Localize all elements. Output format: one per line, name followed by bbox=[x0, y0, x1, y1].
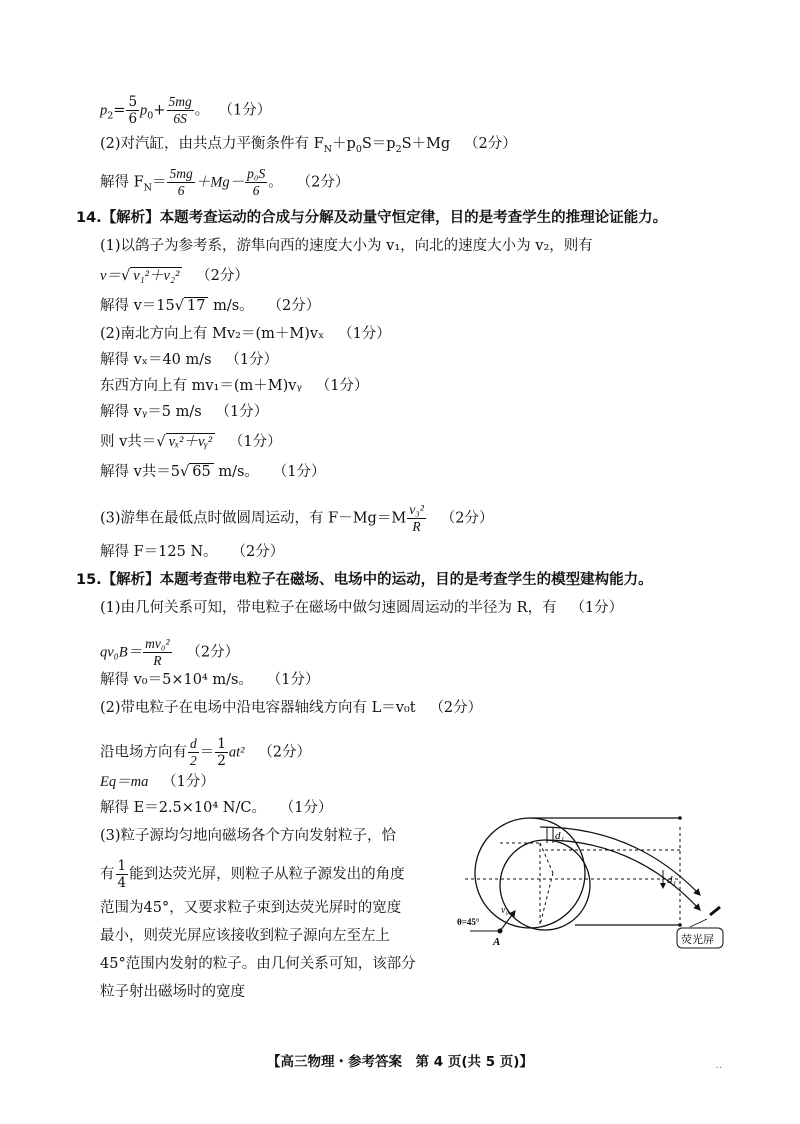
frac-den: 2 bbox=[217, 753, 226, 769]
sqrt-expression: vₓ²＋vᵧ² bbox=[166, 433, 216, 450]
score: （1分） bbox=[162, 774, 215, 790]
page-footer: 【高三物理・参考答案 第 4 页(共 5 页)】 bbox=[267, 1054, 533, 1070]
text: 东西方向上有 mv₁＝(m＋M)vᵧ bbox=[100, 378, 302, 394]
unit: m/s。 bbox=[213, 464, 259, 480]
q15-part1-intro bbox=[100, 598, 623, 618]
q14-v-result: 解得 v＝15√ 17 m/s。 （2分） bbox=[100, 298, 321, 314]
dashed-line bbox=[540, 873, 553, 925]
line-cylinder-balance bbox=[100, 134, 517, 160]
frac-den: 6 bbox=[128, 111, 138, 127]
score: （1分） bbox=[225, 352, 279, 368]
text: 解得 v₀＝5×10⁴ m/s。 bbox=[100, 672, 253, 688]
score: （2分） bbox=[267, 298, 321, 314]
q14-part1-intro: (1)以鸽子为参考系，游隼向西的速度大小为 v₁，向北的速度大小为 v₂，则有 bbox=[100, 238, 593, 254]
p2-eq: = bbox=[113, 102, 126, 119]
frac-num: 5 bbox=[128, 94, 138, 110]
heading-text: 本题考查带电粒子在磁场、电场中的运动，目的是考查学生的模型建构能力。 bbox=[159, 572, 653, 588]
q15-lorentz-formula bbox=[100, 636, 239, 669]
score: （1分） bbox=[315, 378, 369, 394]
q15-v0-result bbox=[100, 670, 320, 690]
q14-vy-result bbox=[100, 402, 268, 422]
q15-part3-line6: 粒子射出磁场时的宽度 bbox=[100, 984, 245, 1000]
line-FN-result bbox=[100, 166, 349, 199]
q15-heading bbox=[76, 570, 653, 590]
text: (1)由几何关系可知，带电粒子在磁场中做匀速圆周运动的半径为 R，有 bbox=[100, 600, 557, 616]
score: （1分） bbox=[215, 404, 269, 420]
sub: 0 bbox=[355, 143, 362, 155]
q15-E-result bbox=[100, 798, 333, 818]
fraction-5mg-6 bbox=[167, 166, 194, 199]
text: 解得 v共＝5 bbox=[100, 464, 181, 480]
text: 解得 vᵧ＝5 m/s bbox=[100, 404, 202, 420]
frac-den: 2 bbox=[190, 753, 197, 768]
screen-leader bbox=[690, 919, 707, 927]
question-number: 14. bbox=[76, 210, 102, 226]
label-v0: v₀ bbox=[501, 905, 509, 916]
q14-vcommon-result: 解得 v共＝5√ 65 m/s。 （1分） bbox=[100, 464, 326, 480]
q15-part3-line4: 最小，则荧光屏应该接收到粒子源向左至左上 bbox=[100, 928, 390, 944]
text: 解得 F bbox=[100, 174, 144, 191]
text: 则 v共＝ bbox=[100, 434, 157, 450]
q15-axis-motion bbox=[100, 698, 482, 718]
text: (3)游隼在最低点时做圆周运动，有 F－Mg＝M bbox=[100, 510, 407, 527]
dashed-line bbox=[540, 843, 553, 873]
score: （1分） bbox=[338, 326, 391, 342]
fraction-1-2 bbox=[215, 736, 228, 769]
frac-num: p₀S bbox=[247, 166, 266, 181]
particle-trajectory bbox=[545, 840, 700, 910]
text: v＝ bbox=[100, 268, 121, 284]
sub: N bbox=[323, 143, 333, 155]
label-d1-mid: d₁ bbox=[667, 874, 677, 886]
question-number: 15. bbox=[76, 572, 102, 588]
q14-v-formula: v＝√ v₁²＋v₂² （2分） bbox=[100, 268, 249, 284]
q15-field-direction bbox=[100, 736, 311, 769]
sub: N bbox=[143, 182, 152, 194]
sub: 2 bbox=[395, 143, 402, 155]
sqrt-expression: 65 bbox=[189, 463, 213, 480]
score: （1分） bbox=[272, 464, 326, 480]
plate-end-dot bbox=[678, 923, 682, 927]
q15-part3-line5: 45°范围内发射的粒子。由几何关系可知，该部分 bbox=[100, 956, 416, 972]
frac-num: 5mg bbox=[169, 166, 193, 181]
fluorescent-screen bbox=[710, 907, 720, 915]
q15-part3-line2 bbox=[100, 858, 405, 891]
frac-num: 1 bbox=[217, 736, 226, 752]
score: （1分） bbox=[266, 672, 320, 688]
frac-den: R bbox=[153, 653, 162, 668]
fraction-p0S-6 bbox=[245, 166, 267, 199]
frac-num: 1 bbox=[117, 858, 127, 874]
score: （1分） bbox=[218, 102, 272, 119]
period: 。 bbox=[194, 102, 210, 119]
q14-vx-result bbox=[100, 350, 278, 370]
text: at² bbox=[228, 744, 245, 761]
text: (2)带电粒子在电场中沿电容器轴线方向有 L＝v₀t bbox=[100, 700, 416, 716]
score: （2分） bbox=[258, 744, 312, 761]
text: 有 bbox=[100, 866, 115, 883]
q14-ns-momentum bbox=[100, 324, 391, 344]
score: （2分） bbox=[231, 544, 285, 560]
fraction-v3sq-R bbox=[407, 502, 426, 535]
p2-sub: 2 bbox=[107, 110, 114, 122]
text: 解得 F＝125 N。 bbox=[100, 544, 218, 560]
magnetic-field-figure bbox=[445, 815, 745, 965]
frac-den: 6S bbox=[173, 111, 187, 126]
text: ＋Mg－ bbox=[195, 174, 245, 191]
frac-den: 6 bbox=[177, 183, 185, 198]
text: (2)南北方向上有 Mv₂＝(m＋M)vₓ bbox=[100, 326, 325, 342]
line-p2-result bbox=[100, 94, 271, 127]
frac-num: mv₀² bbox=[145, 636, 170, 651]
heading-text: 本题考查运动的合成与分解及动量守恒定律，目的是考查学生的推理论证能力。 bbox=[159, 210, 668, 226]
frac-den: 4 bbox=[117, 875, 127, 891]
score: （1分） bbox=[279, 800, 333, 816]
source-point-A bbox=[498, 929, 503, 934]
text: Eq＝ma bbox=[100, 774, 149, 790]
q15-part3-line1: (3)粒子源均匀地向磁场各个方向发射粒子，恰 bbox=[100, 828, 397, 844]
analysis-tag: 【解析】 bbox=[101, 210, 160, 226]
score: （2分） bbox=[196, 268, 249, 284]
text: 解得 vₓ＝40 m/s bbox=[100, 352, 212, 368]
score: （2分） bbox=[440, 510, 494, 527]
fraction-d-2 bbox=[188, 736, 199, 769]
label-A: A bbox=[493, 936, 501, 948]
score: （1分） bbox=[228, 434, 282, 450]
score: （2分） bbox=[464, 136, 517, 152]
frac-num: v₃² bbox=[409, 502, 424, 517]
score: （2分） bbox=[186, 644, 240, 661]
plate-end-dot bbox=[678, 816, 682, 820]
corner-mark: .. bbox=[715, 1060, 722, 1071]
sqrt-expression: 17 bbox=[184, 297, 208, 314]
plus-sign: + bbox=[153, 102, 166, 119]
text: qv₀B＝ bbox=[100, 644, 143, 661]
text: (2)对汽缸，由共点力平衡条件有 F bbox=[100, 136, 324, 152]
frac-den: R bbox=[412, 519, 421, 534]
text: ＋p bbox=[332, 136, 356, 152]
q14-ew-momentum bbox=[100, 376, 369, 396]
unit: m/s。 bbox=[208, 298, 254, 314]
period: 。 bbox=[268, 174, 283, 191]
text: 沿电场方向有 bbox=[100, 744, 187, 761]
fraction-5mg-6S bbox=[167, 94, 194, 127]
analysis-tag: 【解析】 bbox=[101, 572, 160, 588]
inner-circle bbox=[500, 840, 590, 930]
frac-den: 6 bbox=[252, 183, 260, 198]
p0-symbol: p bbox=[140, 102, 148, 119]
text: 能到达荧光屏，则粒子从粒子源发出的角度 bbox=[129, 866, 405, 883]
fraction-1-4 bbox=[116, 858, 129, 891]
q14-F-result bbox=[100, 542, 284, 562]
text: ＝ bbox=[199, 744, 215, 761]
outer-circle bbox=[475, 818, 585, 928]
text: S＋Mg bbox=[401, 136, 451, 152]
text: 解得 E＝2.5×10⁴ N/C。 bbox=[100, 800, 266, 816]
label-screen: 荧光屏 bbox=[681, 934, 714, 946]
p2-symbol: p bbox=[100, 102, 108, 119]
q15-part3-line3: 范围为45°，又要求粒子束到达荧光屏时的宽度 bbox=[100, 900, 402, 916]
frac-num: d bbox=[190, 736, 197, 751]
q15-newton bbox=[100, 772, 215, 792]
score: （2分） bbox=[429, 700, 483, 716]
label-d1-top: d₁ bbox=[555, 830, 565, 842]
frac-num: 5mg bbox=[168, 94, 192, 109]
sqrt-expression: v₁²＋v₂² bbox=[130, 267, 182, 284]
text: S＝p bbox=[361, 136, 396, 152]
text: 解得 v＝15 bbox=[100, 298, 175, 314]
score: （2分） bbox=[296, 174, 350, 191]
p0-sub: 0 bbox=[147, 110, 154, 122]
q14-circular-motion bbox=[100, 502, 493, 535]
fraction-mv0sq-R bbox=[143, 636, 171, 669]
q14-vcommon-formula: 则 v共＝√ vₓ²＋vᵧ² （1分） bbox=[100, 434, 282, 450]
q14-heading bbox=[76, 208, 667, 228]
score: （1分） bbox=[570, 600, 624, 616]
label-theta: θ=45° bbox=[457, 917, 480, 927]
text: ＝ bbox=[151, 174, 167, 191]
fraction-5-6 bbox=[126, 94, 139, 127]
